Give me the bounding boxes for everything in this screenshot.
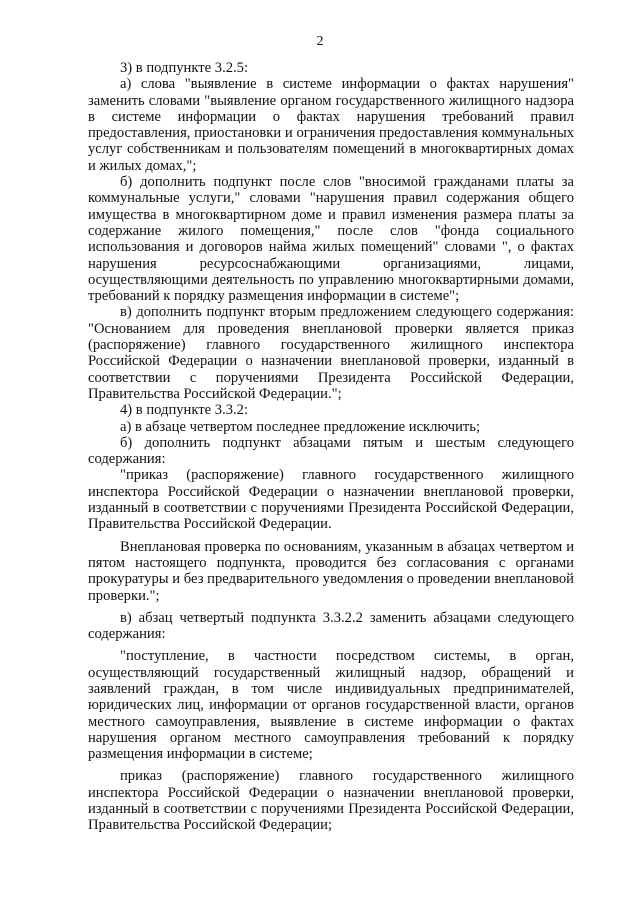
paragraph-3a: а) слова "выявление в системе информации о фактах нарушения" заменить словами "выявление органом государственного жилищного надзора в системе информации о фактах нарушения требований правил предоставления, приостановки и ограничения предоставления коммунальных услуг собственникам и пользователям помещений в многоквартирных домах и жилых домах,"; bbox=[88, 76, 574, 174]
paragraph-4c-quote-1: "поступление, в частности посредством системы, в орган, осуществляющий государственный жилищный надзор, обращений и заявлений граждан, в том числе индивидуальных предпринимателей, юридических лиц, информации от органов государственной власти, органов местного самоуправления, выявление в системе информации о фактах нарушения органом местного самоуправления требований к порядку размещения информации в системе; bbox=[88, 648, 574, 763]
paragraph-3c: в) дополнить подпункт вторым предложением следующего содержания: "Основанием для проведения внеплановой проверки является приказ (распоряжение) главного государственного жилищного инспектора Российской Федерации о назначении внеплановой проверки, изданный в соответствии с поручениями Президента Российской Федерации, Правительства Российской Федерации."; bbox=[88, 304, 574, 402]
paragraph-4b: б) дополнить подпункт абзацами пятым и шестым следующего содержания: bbox=[88, 434, 574, 468]
paragraph-4b-quote-1: "приказ (распоряжение) главного государственного жилищного инспектора Российской Федерации о назначении внеплановой проверки, изданный в соответствии с поручениями Президента Российской Федерации, Правительства Российской Федерации. bbox=[88, 467, 574, 533]
paragraph-4b-quote-2: Внеплановая проверка по основаниям, указанным в абзацах четвертом и пятом настоящего подпункта, проводится без согласования с органами прокуратуры и без предварительного уведомления о проведении внеплановой проверки."; bbox=[88, 538, 574, 604]
page-number: 2 bbox=[316, 34, 324, 49]
paragraph-4c-quote-2: приказ (распоряжение) главного государственного жилищного инспектора Российской Федерации о назначении внеплановой проверки, изданный в соответствии с поручениями Президента Российской Федерации, Правительства Российской Федерации; bbox=[88, 768, 574, 834]
paragraph-4c: в) абзац четвертый подпункта 3.3.2.2 заменить абзацами следующего содержания: bbox=[88, 609, 574, 643]
paragraph-item-3-heading: 3) в подпункте 3.2.5: bbox=[120, 60, 249, 76]
document-body bbox=[88, 60, 574, 834]
paragraph-4a: а) в абзаце четвертом последнее предложение исключить; bbox=[120, 418, 481, 435]
paragraph-item-4-heading: 4) в подпункте 3.3.2: bbox=[120, 402, 249, 419]
paragraph-3b: б) дополнить подпункт после слов "вносимой гражданами платы за коммунальные услуги," словами "нарушения правил содержания общего имущества в многоквартирном доме и правил изменения размера платы за содержание жилого помещения," после слов "фонда социального использования и договоров найма жилых помещений" словами ", о фактах нарушения ресурсоснабжающими организациями, лицами, осуществляющими деятельность по управлению многоквартирными домами, требований к порядку размещения информации в системе"; bbox=[88, 174, 574, 305]
